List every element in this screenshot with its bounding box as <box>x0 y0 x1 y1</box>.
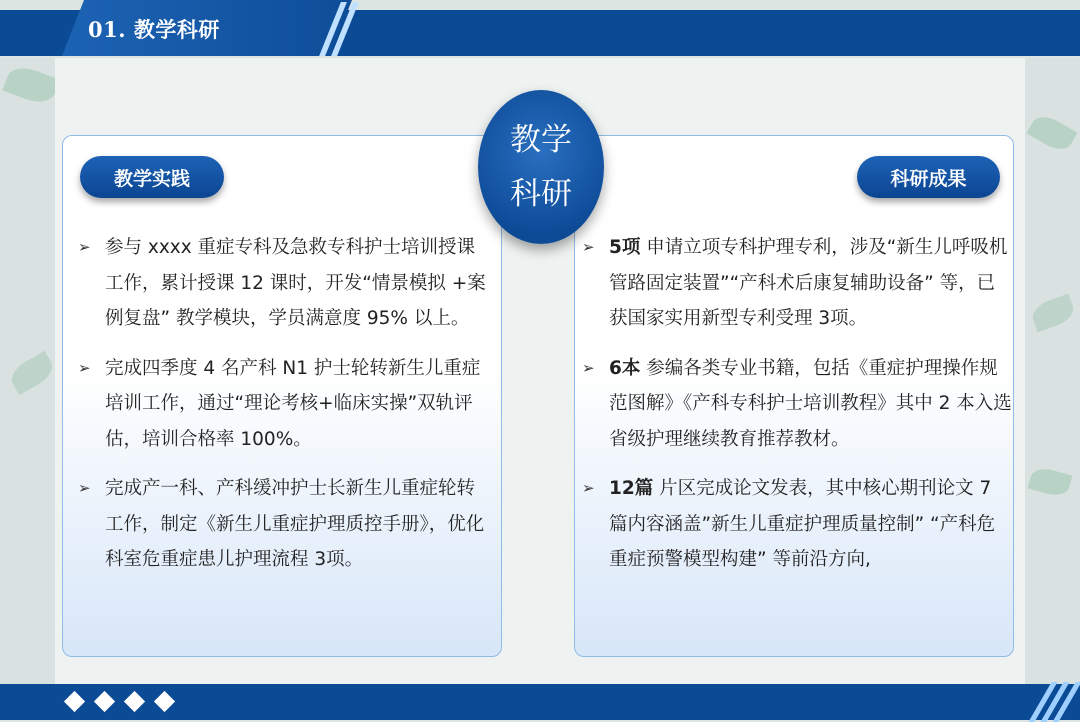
arrow-bullet-icon: ➢ <box>78 358 91 377</box>
list-item-text: 申请立项专科护理专利，涉及“新生儿呼吸机管路固定装置”“产科术后康复辅助设备” 等，已获国家实用新型专利受理 3项。 <box>609 237 1008 329</box>
arrow-bullet-icon: ➢ <box>582 358 595 377</box>
center-badge <box>478 90 604 244</box>
list-item-text: 完成四季度 4 名产科 N1 护士轮转新生儿重症培训工作，通过“理论考核+临床实操”双轨评估，培训合格率 100%。 <box>105 357 481 450</box>
list-item-text: 参编各类专业书籍，包括《重症护理操作规范图解》《产科专科护士培训教程》其中 2 本入选省级护理继续教育推荐教材。 <box>609 357 1012 450</box>
left-panel-title: 教学实践 <box>80 156 224 198</box>
arrow-bullet-icon: ➢ <box>78 238 91 256</box>
list-item-text: 片区完成论文发表，其中核心期刊论文 7 篇内容涵盖”新生儿重症护理质量控制” “产科危重症预警模型构建” 等前沿方向, <box>609 478 996 570</box>
list-item-text: 完成产一科、产科缓冲护士长新生儿重症轮转工作，制定《新生儿重症护理质控手册》，优化科室危重症患儿护理流程 3项。 <box>105 478 485 570</box>
list-item <box>582 351 1012 458</box>
list-item-lead: 6本 <box>609 357 641 379</box>
list-item-text: 参与 xxxx 重症专科及急救专科护士培训授课工作，累计授课 12 课时，开发“情景模拟 +案例复盘” 教学模块，学员满意度 95% 以上。 <box>105 237 486 329</box>
list-item <box>78 351 493 458</box>
center-badge-line1: 教学 <box>510 122 572 158</box>
list-item <box>78 471 493 578</box>
right-decor-area <box>1025 58 1080 684</box>
left-bullet-list <box>78 230 493 592</box>
right-panel-title: 科研成果 <box>857 156 1000 198</box>
center-badge-line2: 科研 <box>510 176 572 212</box>
list-item <box>78 230 493 337</box>
arrow-bullet-icon: ➢ <box>582 479 595 497</box>
list-item-lead: 5项 <box>609 237 641 258</box>
arrow-bullet-icon: ➢ <box>582 238 595 256</box>
right-bullet-list <box>582 230 1012 592</box>
list-item <box>582 230 1012 337</box>
page-title: 01. 教学科研 <box>88 17 220 42</box>
list-item-lead: 12篇 <box>609 478 654 499</box>
list-item <box>582 471 1012 578</box>
arrow-bullet-icon: ➢ <box>78 479 91 497</box>
